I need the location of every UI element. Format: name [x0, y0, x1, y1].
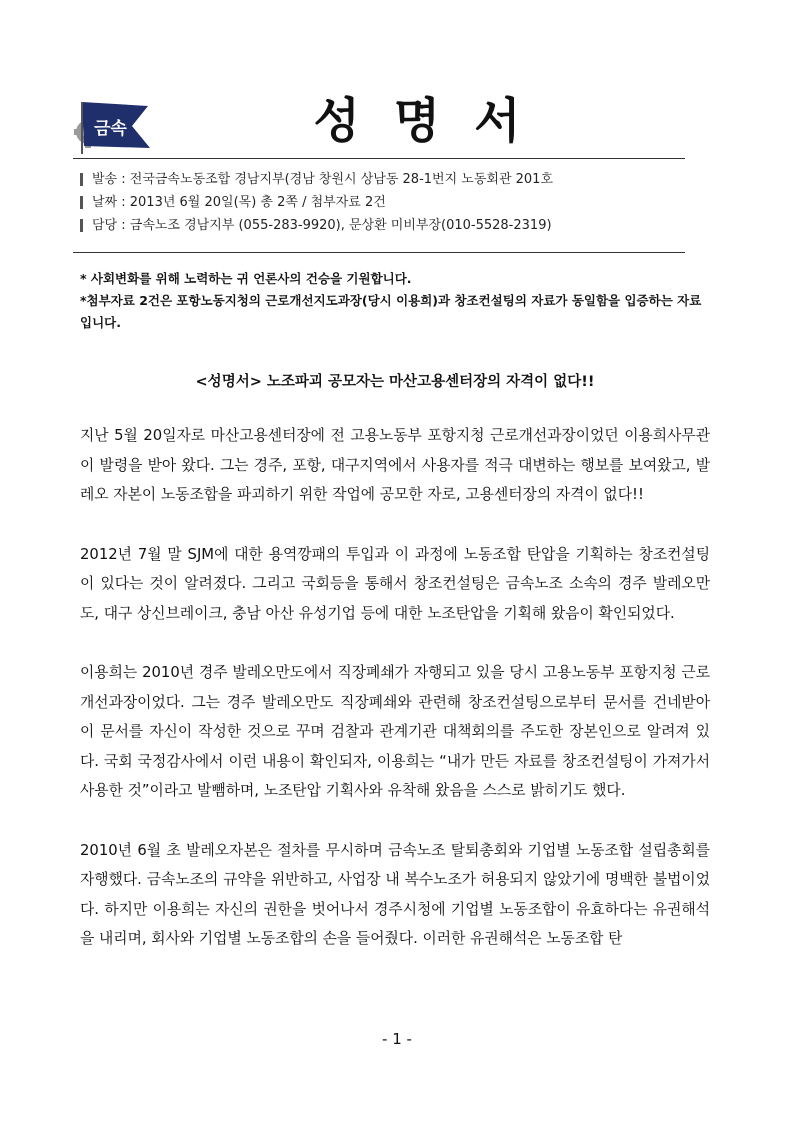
metal-union-flag-icon [74, 96, 152, 158]
page-number: - 1 - [382, 1030, 412, 1048]
meta-row-contact [80, 214, 690, 237]
body-paragraph: 지난 5월 20일자로 마산고용센터장에 전 고용노동부 포항지청 근로개선과장이었던 이용희사무관이 발령을 받아 왔다. 그는 경주, 포항, 대구지역에서 사용자를 적극 대변하는 행보를 보여왔고, 발레오 자본이 노동조합을 파괴하기 위한 작업에 공모한 자로, 고용센터장의 자격이 없다!! [80, 427, 710, 503]
header-divider-bottom [73, 252, 685, 253]
header-divider-top [73, 158, 685, 159]
notice-block [80, 268, 710, 334]
body-paragraph: 이용희는 2010년 경주 발레오만도에서 직장폐쇄가 자행되고 있을 당시 고용노동부 포항지청 근로개선과장이었다. 그는 경주 발레오만도 직장폐쇄와 관련해 창조컨설팅으로부터 문서를 건네받아 이 문서를 자신이 작성한 것으로 꾸며 검찰과 관계기관 대책회의를 주도한 장본인으로 알려져 있다. 국회 국정감사에서 이런 내용이 확인되자, 이용희는 “내가 만든 자료를 창조컨설팅이 가져가서 사용한 것”이라고 발뺌하며, 노조탄압 기획사와 유착해 왔음을 스스로 밝히기도 했다. [80, 664, 710, 799]
bullet-bar-icon [80, 173, 83, 186]
body-paragraph: 2010년 6월 초 발레오자본은 절차를 무시하며 금속노조 탈퇴총회와 기업별 노동조합 설립총회를 자행했다. 금속노조의 규약을 위반하고, 사업장 내 복수노조가 허용되지 않았기에 명백한 불법이었다. 하지만 이용희는 자신의 권한을 벗어나서 경주시청에 기업별 노동조합이 유효하다는 유권해석을 내리며, 회사와 기업별 노동조합의 손을 들어줬다. 이러한 유권해석은 노동조합 탄 [80, 841, 710, 947]
meta-row-sender [80, 168, 690, 191]
bullet-bar-icon [80, 219, 83, 232]
document-title: 성명서 [313, 93, 555, 149]
notice-line: *첨부자료 2건은 포항노동지청의 근로개선지도과장(당시 이용희)과 창조컨설팅의 자료가 동일함을 입증하는 자료입니다. [80, 293, 702, 330]
union-logo [74, 96, 152, 158]
statement-body [80, 421, 710, 984]
meta-sender-text: 발송 : 전국금속노동조합 경남지부(경남 창원시 상남동 28-1번지 노동회관 201호 [92, 171, 554, 187]
logo-text: 금속 [94, 119, 127, 139]
statement-headline: <성명서> 노조파괴 공모자는 마산고용센터장의 자격이 없다!! [195, 374, 595, 390]
body-paragraph: 2012년 7월 말 SJM에 대한 용역깡패의 투입과 이 과정에 노동조합 탄압을 기획하는 창조컨설팅이 있다는 것이 알려졌다. 그리고 국회등을 통해서 창조컨설팅은 금속노조 소속의 경주 발레오만도, 대구 상신브레이크, 충남 아산 유성기업 등에 대한 노조탄압을 기획해 왔음이 확인되었다. [80, 545, 710, 622]
meta-row-date [80, 191, 690, 214]
meta-contact-text: 담당 : 금속노조 경남지부 (055-283-9920), 문상환 미비부장(010-5528-2319) [92, 217, 552, 233]
bullet-bar-icon [80, 196, 83, 209]
notice-line: * 사회변화를 위해 노력하는 귀 언론사의 건승을 기원합니다. [80, 271, 412, 286]
meta-date-text: 날짜 : 2013년 6월 20일(목) 총 2쪽 / 첨부자료 2건 [92, 194, 386, 210]
sender-info [80, 168, 690, 237]
